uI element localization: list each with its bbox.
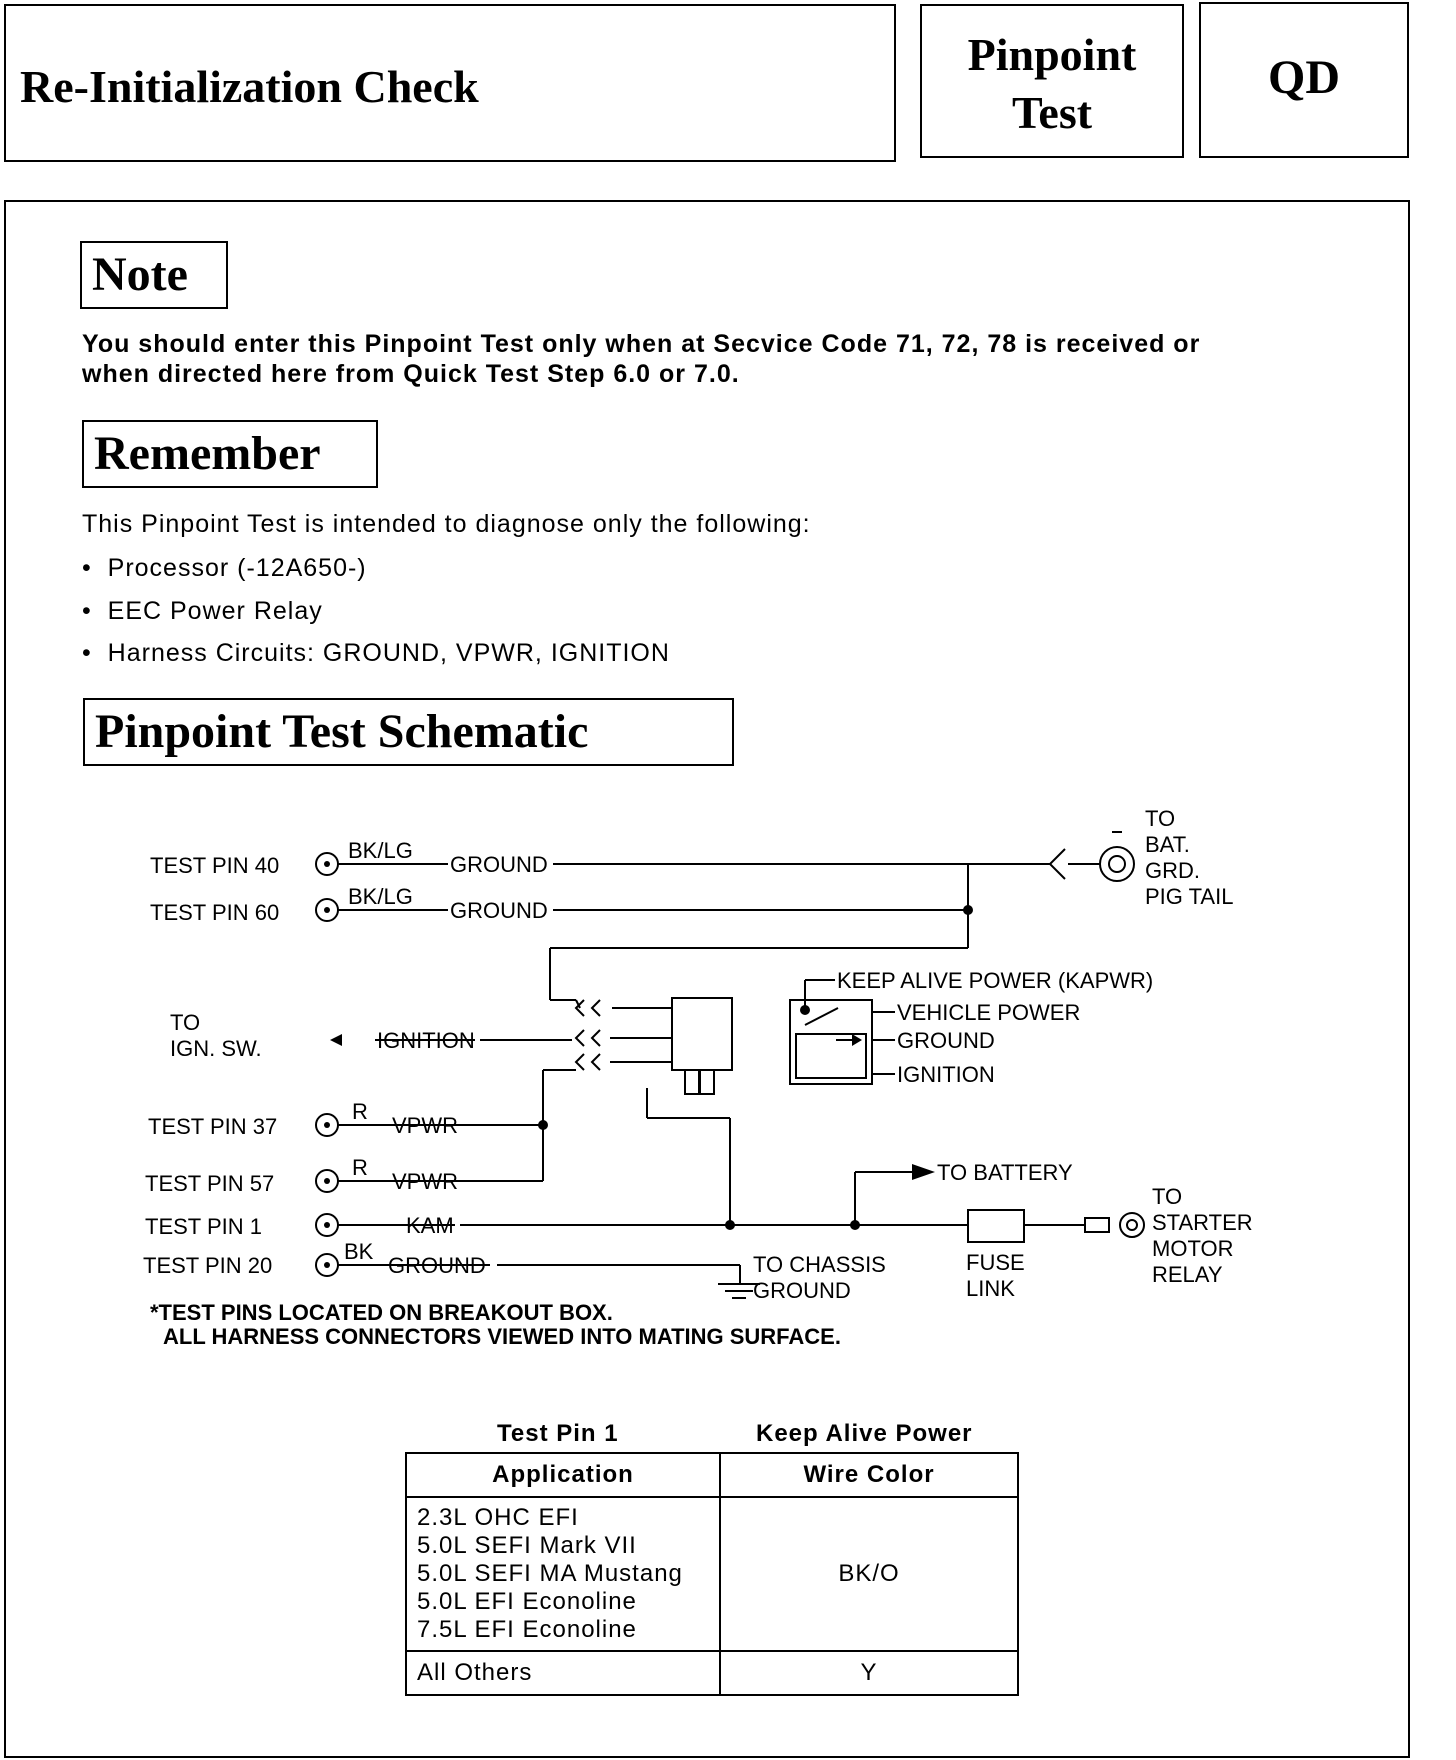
note-line-1: You should enter this Pinpoint Test only when at Secvice Code 71, 72, 78 is received or <box>82 330 1201 358</box>
table-header-row <box>406 1453 1018 1497</box>
list-item-text: Harness Circuits: GROUND, VPWR, IGNITION <box>107 639 670 667</box>
relay-label: VEHICLE POWER <box>897 1000 1081 1025</box>
starter-label: TO <box>1152 1184 1183 1209</box>
to-ign-label: TO <box>170 1010 201 1035</box>
footnote-1: *TEST PINS LOCATED ON BREAKOUT BOX. <box>150 1300 613 1325</box>
wire-color-cell: Y <box>720 1651 1018 1695</box>
circuit-name: GROUND <box>450 852 548 877</box>
list-item-text: Processor (-12A650-) <box>107 554 367 582</box>
list-item: • Harness Circuits: GROUND, VPWR, IGNITION <box>82 639 670 667</box>
wire-color: BK/LG <box>348 838 413 863</box>
circuit-name: GROUND <box>388 1253 486 1278</box>
page-title: Re-Initialization Check <box>20 61 479 112</box>
column-header: Wire Color <box>720 1453 1018 1497</box>
relay-label: KEEP ALIVE POWER (KAPWR) <box>837 968 1154 993</box>
pinpoint-label-1: Pinpoint <box>967 29 1137 80</box>
table-row <box>406 1497 1018 1651</box>
starter-label: MOTOR <box>1152 1236 1234 1261</box>
list-item: • Processor (-12A650-) <box>82 554 367 582</box>
column-header: Application <box>406 1453 720 1497</box>
bat-grd-label: PIG TAIL <box>1145 884 1234 909</box>
bat-grd-label: BAT. <box>1145 832 1190 857</box>
starter-label: RELAY <box>1152 1262 1223 1287</box>
circuit-name: GROUND <box>450 898 548 923</box>
bat-grd-label: TO <box>1145 806 1176 831</box>
wire-color: BK <box>344 1239 374 1264</box>
bat-grd-label: GRD. <box>1145 858 1200 883</box>
application: 5.0L EFI Econoline <box>417 1588 637 1615</box>
chassis-label: TO CHASSIS <box>753 1252 886 1277</box>
table-caption-right: Keep Alive Power <box>756 1420 973 1447</box>
relay-label: GROUND <box>897 1028 995 1053</box>
list-item-text: EEC Power Relay <box>107 597 323 625</box>
wire-color-cell: BK/O <box>720 1497 1018 1651</box>
application: 5.0L SEFI MA Mustang <box>417 1560 683 1587</box>
application: 7.5L EFI Econoline <box>417 1616 637 1643</box>
application-cell: All Others <box>406 1651 720 1695</box>
table-row <box>406 1651 1018 1695</box>
relay-label: IGNITION <box>897 1062 995 1087</box>
footnote-2: ALL HARNESS CONNECTORS VIEWED INTO MATING SURFACE. <box>163 1324 841 1349</box>
circuit-name: KAM <box>406 1213 454 1238</box>
application: 2.3L OHC EFI <box>417 1504 579 1531</box>
fuse-link-label: FUSE <box>966 1250 1025 1275</box>
circuit-name: VPWR <box>392 1169 458 1194</box>
note-line-2: when directed here from Quick Test Step 6.0 or 7.0. <box>82 360 740 388</box>
table-caption-left: Test Pin 1 <box>497 1420 619 1447</box>
circuit-name: VPWR <box>392 1113 458 1138</box>
starter-label: STARTER <box>1152 1210 1253 1235</box>
remember-intro: This Pinpoint Test is intended to diagnose only the following: <box>82 510 811 538</box>
wire-color: R <box>352 1155 368 1180</box>
note-heading: Note <box>80 241 228 309</box>
wire-color-table <box>405 1452 1019 1696</box>
pin-label: TEST PIN 60 <box>150 900 280 925</box>
ignition-label: IGNITION <box>377 1028 475 1053</box>
to-ign-label: IGN. SW. <box>170 1036 262 1061</box>
pin-label: TEST PIN 20 <box>143 1253 273 1278</box>
remember-heading: Remember <box>82 420 378 488</box>
pin-label: TEST PIN 1 <box>145 1214 262 1239</box>
pin-label: TEST PIN 57 <box>145 1171 275 1196</box>
pinpoint-label-2: Test <box>1011 87 1093 138</box>
fuse-link-label: LINK <box>966 1276 1015 1301</box>
schematic-heading: Pinpoint Test Schematic <box>83 698 734 766</box>
wire-color: BK/LG <box>348 884 413 909</box>
pin-label: TEST PIN 40 <box>150 853 280 878</box>
application-cell <box>406 1497 720 1651</box>
application: 5.0L SEFI Mark VII <box>417 1532 637 1559</box>
pin-label: TEST PIN 37 <box>148 1114 278 1139</box>
wire-color: R <box>352 1099 368 1124</box>
list-item: • EEC Power Relay <box>82 597 323 625</box>
chassis-label: GROUND <box>753 1278 851 1303</box>
test-code: QD <box>1268 51 1340 104</box>
to-battery-label: TO BATTERY <box>937 1160 1073 1185</box>
